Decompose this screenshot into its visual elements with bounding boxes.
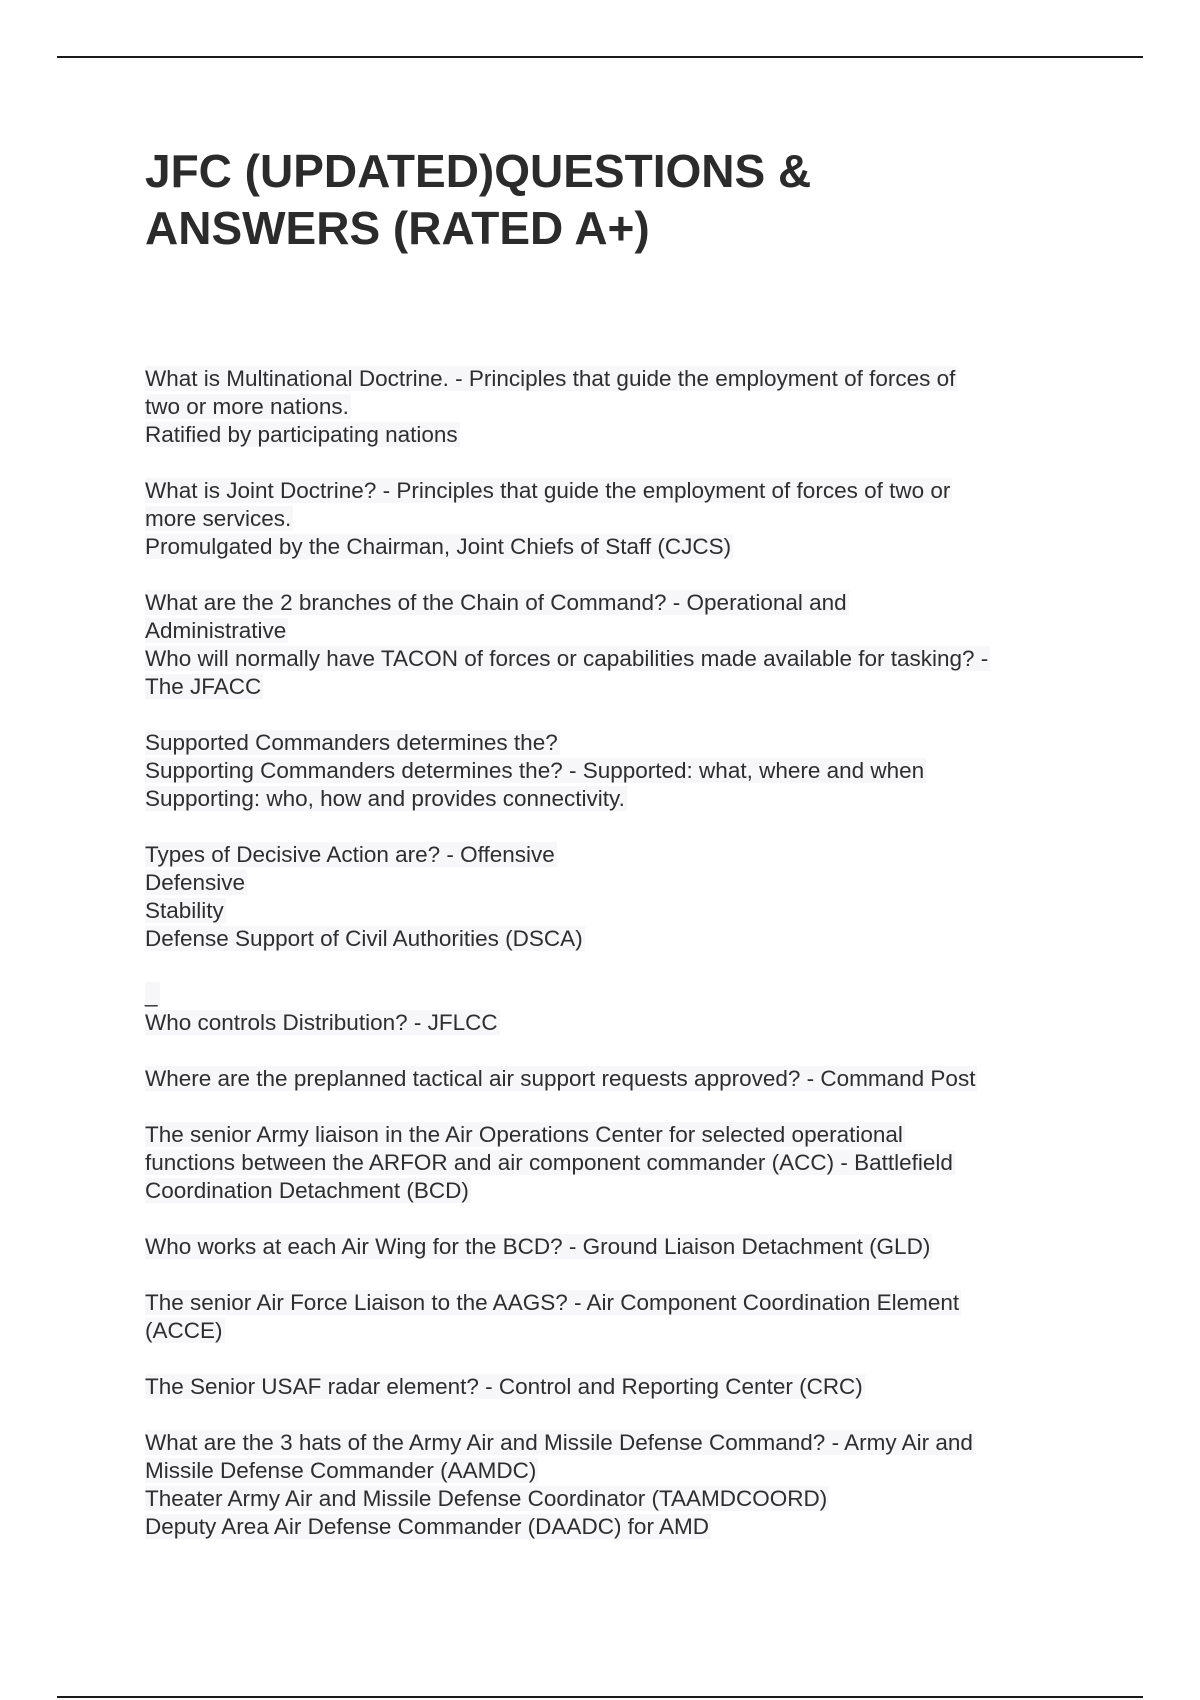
- qa-line: Promulgated by the Chairman, Joint Chiefs of Staff (CJCS): [145, 534, 732, 559]
- qa-line: The senior Air Force Liaison to the AAGS? - Air Component Coordination Element: [145, 1290, 960, 1315]
- qa-line: Ratified by participating nations: [145, 422, 458, 447]
- qa-line: Supporting Commanders determines the? - Supported: what, where and when: [145, 758, 925, 783]
- qa-content: [145, 365, 1070, 1541]
- qa-block: [145, 477, 1070, 561]
- qa-line: The senior Army liaison in the Air Operations Center for selected operational: [145, 1122, 903, 1147]
- qa-line: Deputy Area Air Defense Commander (DAADC) for AMD: [145, 1514, 709, 1539]
- qa-line: Who will normally have TACON of forces or capabilities made available for tasking? -: [145, 646, 989, 671]
- qa-block: [145, 1233, 1070, 1261]
- qa-line: The Senior USAF radar element? - Control and Reporting Center (CRC): [145, 1374, 863, 1399]
- qa-line: What are the 3 hats of the Army Air and Missile Defense Command? - Army Air and: [145, 1430, 973, 1455]
- document-title: JFC (UPDATED)QUESTIONS & ANSWERS (RATED A+): [145, 145, 812, 254]
- qa-line: Missile Defense Commander (AAMDC): [145, 1458, 537, 1483]
- qa-block: [145, 981, 1070, 1037]
- qa-block: [145, 1429, 1070, 1541]
- qa-line: Defensive: [145, 870, 246, 895]
- qa-block: [145, 1289, 1070, 1345]
- qa-block: [145, 1065, 1070, 1093]
- bottom-rule: [57, 1696, 1143, 1698]
- qa-block: [145, 729, 1070, 813]
- qa-block: [145, 1121, 1070, 1205]
- qa-line: Supporting: who, how and provides connectivity.: [145, 786, 625, 811]
- qa-line: (ACCE): [145, 1318, 223, 1343]
- qa-line: Administrative: [145, 618, 287, 643]
- qa-line: Theater Army Air and Missile Defense Coordinator (TAAMDCOORD): [145, 1486, 828, 1511]
- qa-line: Types of Decisive Action are? - Offensive: [145, 842, 555, 867]
- qa-line: Where are the preplanned tactical air support requests approved? - Command Post: [145, 1066, 976, 1091]
- qa-line: The JFACC: [145, 674, 262, 699]
- qa-line: functions between the ARFOR and air component commander (ACC) - Battlefield: [145, 1150, 953, 1175]
- qa-line: Who works at each Air Wing for the BCD? - Ground Liaison Detachment (GLD): [145, 1234, 931, 1259]
- qa-line: What are the 2 branches of the Chain of Command? - Operational and: [145, 590, 847, 615]
- qa-block: [145, 841, 1070, 953]
- qa-line: Supported Commanders determines the?: [145, 730, 558, 755]
- qa-line: Coordination Detachment (BCD): [145, 1178, 469, 1203]
- qa-line: What is Multinational Doctrine. - Principles that guide the employment of forces of: [145, 366, 956, 391]
- qa-line: _: [145, 982, 158, 1007]
- qa-line: What is Joint Doctrine? - Principles that guide the employment of forces of two or: [145, 478, 951, 503]
- top-rule: [57, 56, 1143, 58]
- qa-block: [145, 1373, 1070, 1401]
- qa-block: [145, 589, 1070, 701]
- qa-line: Stability: [145, 898, 224, 923]
- qa-line: two or more nations.: [145, 394, 349, 419]
- qa-line: more services.: [145, 506, 292, 531]
- qa-line: Defense Support of Civil Authorities (DSCA): [145, 926, 583, 951]
- qa-line: Who controls Distribution? - JFLCC: [145, 1010, 498, 1035]
- qa-block: [145, 365, 1070, 449]
